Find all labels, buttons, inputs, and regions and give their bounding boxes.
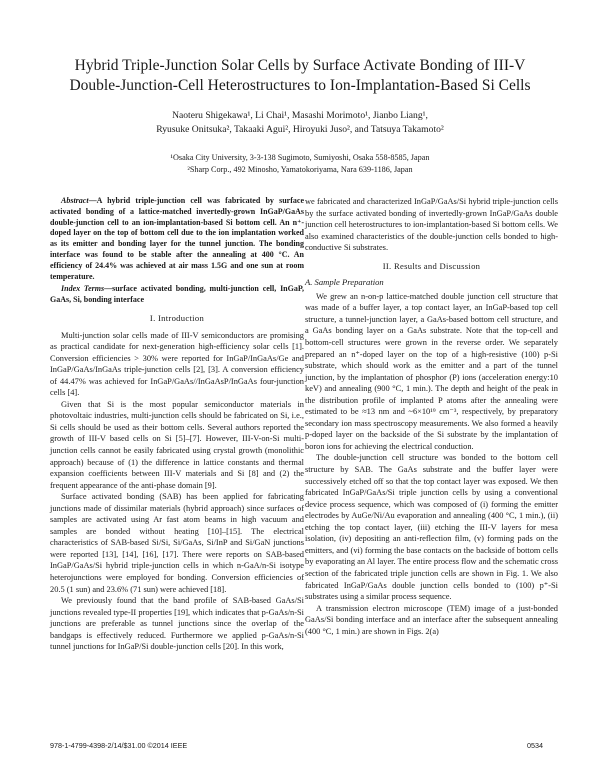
sample-prep-paragraph-3: A transmission electron microscope (TEM) image of a just-bonded GaAs/Si bonding interface and an interface after the subsequent annealing (400 °C, 1 min.) are shown in Figs. 2(a) — [305, 603, 558, 636]
sample-prep-paragraph-2: The double-junction cell structure was bonded to the bottom cell structure by SAB. The GaAs substrate and the buffer layer were successively etched off so that the top contact layer was exposed. We then fabricated InGaP/GaAs/Si triple junction cells by using a conventional device process sequence, which was composed of (i) forming the emitter electrodes by AuGe/Ni/Au evaporation and annealing (400 °C, 1 min.), (ii) etching the top contact layer, (iii) etching the III-V layers for mesa isolation, (iv) depositing an anti-reflection film, (v) forming pads on the emitters, and (vi) forming the base contacts on the backside of bottom cells by evaporating an Al layer. The entire process flow and the schematic cross section of the fabricated triple junction cells are shown in Fig. 1. We also fabricated InGaP/GaAs double junction cells bonded to (100) p⁺-Si substrates using a similar process sequence. — [305, 453, 558, 602]
section-heading-introduction: I. Introduction — [149, 312, 205, 323]
section-heading-results: II. Results and Discussion — [382, 260, 481, 271]
footer-page-number: 0534 — [527, 741, 543, 750]
title-line-1: Hybrid Triple-Junction Solar Cells by Surface Activate Bonding of III-V — [74, 57, 526, 74]
author-list — [30, 109, 570, 137]
intro-paragraph-4: We previously found that the band profile of SAB-based GaAs/Si junctions revealed type-II properties [19], which indicates that p-GaAs/n-Si junctions are preferable as tunnel junctions since the overlap of the bandgaps is effectively reduced. Furthermore we applied p-GaAs/n-Si tunnel junctions for InGaP/Si double-junction cells [20]. In this work, — [50, 596, 304, 652]
abstract — [50, 196, 304, 282]
authors-line-2: Ryusuke Onitsuka², Takaaki Agui², Hiroyuki Juso², and Tatsuya Takamoto² — [156, 124, 444, 135]
affiliations — [30, 152, 570, 176]
affiliation-1: ¹Osaka City University, 3-3-138 Sugimoto, Sumiyoshi, Osaka 558-8585, Japan — [170, 153, 430, 162]
intro-paragraph-4-continued: we fabricated and characterized InGaP/GaAs/Si hybrid triple-junction cells by the surface activated bonding of invertedly-grown InGaP/GaAs double junction cell heterostructures to ion-implantation-based Si bottom cells. We also examined characteristics of the double-junction cells bonded to high-conductive Si substrates. — [305, 197, 558, 253]
index-terms-text: —surface activated bonding, multi-junction cell, InGaP, GaAs, Si, bonding interface — [50, 284, 305, 305]
intro-paragraph-1: Multi-junction solar cells made of III-V semiconductors are promising as practical candidate for next-generation high-efficiency solar cells [1]. Conversion efficiencies > 30% were reported for InGaP/InGaAs/Ge and InGaP/GaAs/InGaAs triple-junction cells [2], [3]. A conversion efficiency of 44.47% was achieved for InGaP/GaAs//InGaAsP/InGaAs four-junction cells [4]. — [50, 330, 304, 398]
footer-isbn: 978-1-4799-4398-2/14/$31.00 ©2014 IEEE — [50, 741, 188, 750]
authors-line-1: Naoteru Shigekawa¹, Li Chai¹, Masashi Morimoto¹, Jianbo Liang¹, — [172, 110, 428, 121]
intro-paragraph-3: Surface activated bonding (SAB) has been applied for fabricating junctions made of dissimilar materials (hybrid approach) since surfaces of samples are activated using Ar fast atom beams in high vacuum and samples are bonded without heating [10]–[15]. The electrical characteristics of SAB-based Si/Si, Si/GaAs, Si/InP and Si/GaN junctions were reported [13], [14], [16], [17]. There were reports on SAB-based InGaP/GaAs/Si hybrid triple-junction cells in which n-GaA/n-Si isotype heterojunctions were employed for bonding. Conversion efficiencies of 20.5 (1 sun) and 23.6% (71 sun) were achieved [18]. — [50, 492, 304, 594]
sample-prep-paragraph-1: We grew an n-on-p lattice-matched double junction cell structure that was made of a buffer layer, a top contact layer, an InGaP-based top cell structure, a tunnel-junction layer, a GaAs-based bottom cell structure, and a GaAs bonding layer on a GaAs substrate. Note that the top-cell and bottom-cell structures were grown in the reverse order. We separately prepared an n⁺-doped layer on the top of a high-resistive (100) p-Si substrate, which should work as the emitter and a part of the tunnel junction, by the implantation of phosphor (P) ions (acceleration energy:10 keV) and annealing (900 °C, 1 min.). The depth and height of the peak in the distribution profile of implanted P atoms after the annealing were estimated to be ≈13 nm and ~6×10¹⁹ cm⁻³, respectively, by preparatory secondary ion mass spectroscopy measurements. We also formed a heavily p-doped layer on the backside of the Si substrate by the implantation of boron ions for achieving the electrical conduction. — [305, 291, 558, 451]
abstract-label: Abstract — [61, 196, 89, 205]
right-column — [305, 196, 558, 637]
abstract-text: —A hybrid triple-junction cell was fabricated by surface activated bonding of a lattice-matched invertedly-grown InGaP/GaAs double-junction cell to an ion-implantation-based Si bottom cell. An n⁺-doped layer on the top of bottom cell due to the ion implantation worked as its emitter and bonding layer for the tunnel junction. The bonding interface was found to be stable after the annealing at 400 °C. An efficiency of 24.4% was achieved at air mass 1.5G and one sun at room temperature. — [50, 196, 304, 281]
subsection-heading-sample-preparation: A. Sample Preparation — [305, 277, 384, 288]
index-terms — [50, 284, 304, 306]
index-terms-label: Index Terms — [61, 284, 105, 294]
left-column — [50, 196, 304, 653]
intro-paragraph-2: Given that Si is the most popular semiconductor materials in photovoltaic industries, multi-junction cells should be fabricated on Si, i.e., Si cells should be used as their bottom cells. Several authors reported the growth of III-V based cells on Si [5]–[7]. However, III-V-on-Si multi-junction cells cannot be easily fabricated using crystal growth (monolithic approach) because of (1) the difference in lattice constants and thermal expansion coefficients between III-V materials and Si [8] and (2) the frequent appearance of the anti-phase domain [9]. — [50, 399, 304, 490]
title-line-2: Double-Junction-Cell Heterostructures to Ion-Implantation-Based Si Cells — [69, 77, 531, 94]
affiliation-2: ²Sharp Corp., 492 Minosho, Yamatokoriyama, Nara 639-1186, Japan — [187, 165, 413, 174]
paper-title — [20, 56, 580, 96]
